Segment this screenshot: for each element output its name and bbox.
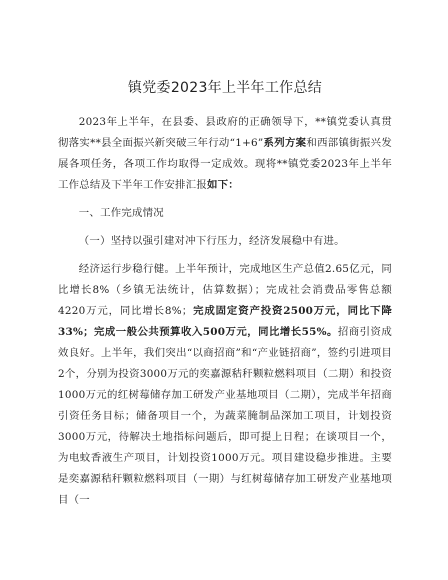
intro-bold-follows: 如下： [206, 179, 239, 191]
body-text-3: 招商引资成效良好。上半年，我们突出“以商招商”和“产业链招商”，签约引进项目2个，分别为投资3000万元的奕嘉源秸秆颗粒燃料项目（二期）和投资1000万元的红树莓储存加工研发产业基地项目（二期），完成半年招商引资任务目标；储备项目一个，为蔬菜腌制品深加工项目，计划投资3000万元，待解决土地指标问题后，即可提上日程；在谈项目一个，为电蚊香液生产项目，计划投资1000万元。项目建设稳步推进。主要是奕嘉源秸秆颗粒燃料项目（一期）与红树莓储存加工研发产业基地项目（一 [58, 326, 392, 506]
intro-paragraph [58, 112, 392, 196]
intro-text-3: 和西部镇街振兴发展各项任务，各项工作均取得一定成效。现将**镇党委2023年上半年工作总结及下半年工作安排汇报 [58, 137, 392, 191]
body-text-1: 经济运行步稳行健。上半年预计，完成地区生产总值2.65亿元，同比增长8%（乡镇无法统计，估算数据）；完成社会消费品零售总额4220万元，同比增长8%； [58, 263, 392, 317]
body-paragraph [58, 259, 392, 511]
subsection-heading: （一）坚持以强引建对冲下行压力，经济发展稳中有进。 [78, 235, 345, 247]
intro-text-1: 2023年上半年，在县委、县政府的正确领导下，**镇党委认真贯彻落实**县全面振兴新突破三年行动“1+6” [58, 116, 392, 149]
document-title: 镇党委2023年上半年工作总结 [127, 80, 323, 96]
section-heading: 一、工作完成情况 [78, 207, 164, 219]
intro-bold-plan: 系列方案 [263, 137, 307, 149]
body-bold-investment: 完成固定资产投资2500万元，同比下降33%；完成一般公共预算收入500万元，同比增长55%。 [58, 305, 392, 338]
